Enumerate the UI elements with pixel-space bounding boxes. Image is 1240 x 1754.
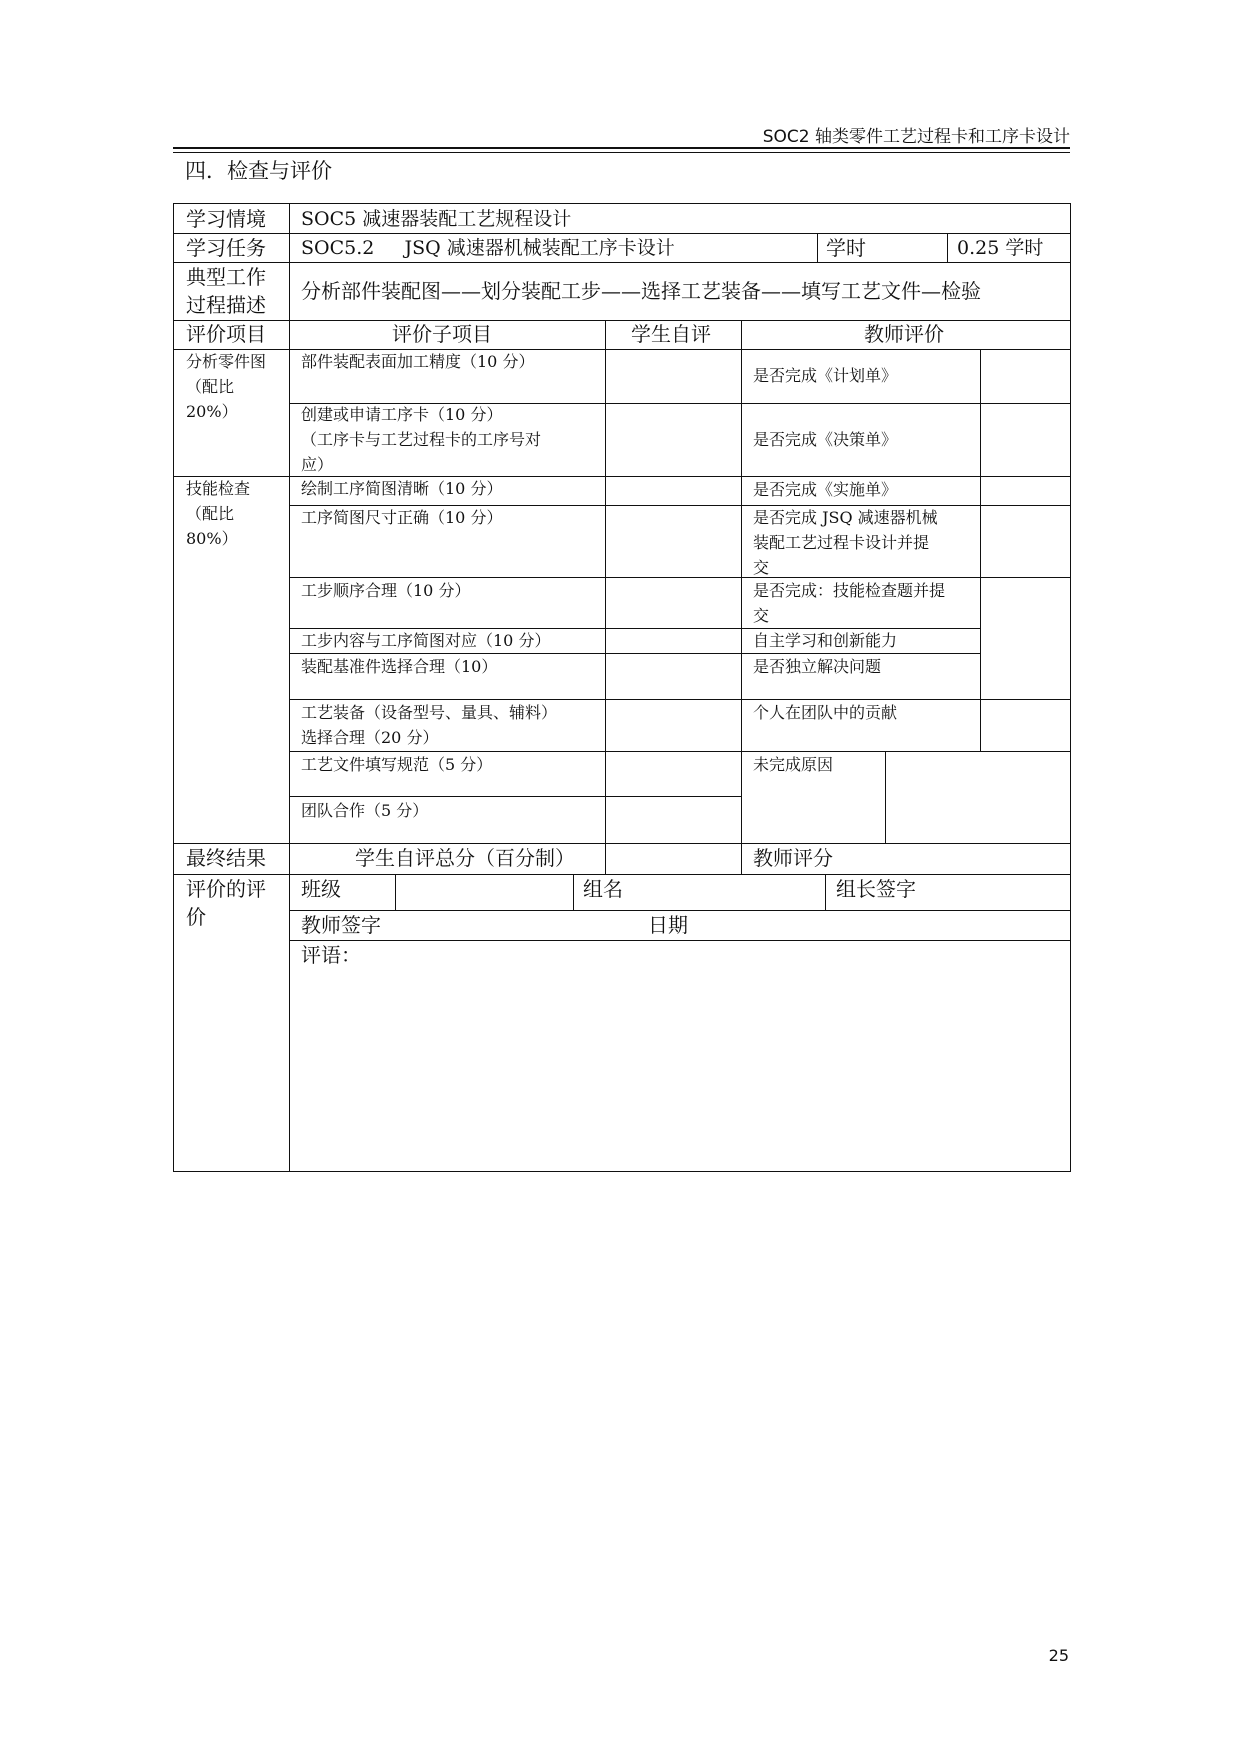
- page-number: 25: [1048, 1646, 1069, 1665]
- group2-sub2: 工序简图尺寸正确（10 分）: [301, 508, 503, 527]
- group1-sub1: 部件装配表面加工精度（10 分）: [301, 352, 535, 371]
- running-header-title: SOC2 轴类零件工艺过程卡和工序卡设计: [762, 127, 1070, 147]
- leader-sign-label: 组长签字: [836, 877, 916, 901]
- hours-value: 0.25 学时: [957, 237, 1044, 259]
- group1-label-line1: 分析零件图: [186, 352, 267, 371]
- group2-teacher6: 个人在团队中的贡献: [753, 703, 898, 722]
- group2-sub6-line2: 选择合理（20 分）: [301, 728, 439, 747]
- group2-teacher2-line1: 是否完成 JSQ 减速器机械: [753, 508, 938, 527]
- group2-teacher3-line2: 交: [753, 606, 770, 625]
- group2-sub7: 工艺文件填写规范（5 分）: [301, 755, 493, 774]
- group2-sub5: 装配基准件选择合理（10）: [301, 657, 498, 676]
- group2-sub3: 工步顺序合理（10 分）: [301, 581, 471, 600]
- group2-teacher2-line2: 装配工艺过程卡设计并提: [753, 533, 930, 552]
- final-label: 最终结果: [186, 846, 266, 870]
- group2-label-line2: （配比: [186, 504, 235, 523]
- group2-sub1: 绘制工序简图清晰（10 分）: [301, 479, 503, 498]
- evaluation-label-line1: 评价的评: [186, 877, 266, 901]
- group2-label-line3: 80%）: [186, 529, 238, 548]
- group1-sub2-line1: 创建或申请工序卡（10 分）: [301, 405, 503, 424]
- task-label: 学习任务: [186, 236, 266, 260]
- teacher-sign-label: 教师签字: [301, 913, 381, 937]
- situation-value: SOC5 减速器装配工艺规程设计: [301, 208, 572, 230]
- section-heading: 四．检查与评价: [185, 159, 332, 183]
- group1-label-line2: （配比: [186, 377, 235, 396]
- group1-teacher2: 是否完成《决策单》: [753, 430, 898, 449]
- hours-label: 学时: [826, 236, 866, 260]
- group1-sub2-line3: 应）: [301, 455, 334, 474]
- group2-teacher3-line1: 是否完成：技能检查题并提: [753, 581, 946, 600]
- group2-sub8: 团队合作（5 分）: [301, 801, 429, 820]
- group2-sub4: 工步内容与工序简图对应（10 分）: [301, 631, 551, 650]
- group2-teacher4: 自主学习和创新能力: [753, 631, 898, 650]
- group1-label-line3: 20%）: [186, 402, 238, 421]
- group2-label-line1: 技能检查: [186, 479, 251, 498]
- process-label-line1: 典型工作: [186, 265, 266, 289]
- task-value: SOC5.2 JSQ 减速器机械装配工序卡设计: [301, 237, 675, 259]
- header-student: 学生自评: [631, 322, 711, 346]
- evaluation-label-line2: 价: [186, 905, 206, 929]
- group2-teacher1: 是否完成《实施单》: [753, 480, 898, 499]
- header-item: 评价项目: [186, 322, 266, 346]
- group2-teacher2-line3: 交: [753, 558, 770, 577]
- group2-teacher5: 是否独立解决问题: [753, 657, 882, 676]
- student-total-label: 学生自评总分（百分制）: [355, 846, 575, 870]
- group2-sub6-line1: 工艺装备（设备型号、量具、辅料）: [301, 703, 558, 722]
- class-label: 班级: [301, 877, 341, 901]
- group1-sub2-line2: （工序卡与工艺过程卡的工序号对: [301, 430, 542, 449]
- comment-label: 评语：: [301, 943, 361, 967]
- group1-teacher1: 是否完成《计划单》: [753, 366, 898, 385]
- teacher-score-label: 教师评分: [753, 846, 833, 870]
- date-label: 日期: [648, 913, 688, 937]
- process-description: 分析部件装配图——划分装配工步——选择工艺装备——填写工艺文件—检验: [301, 279, 981, 303]
- process-label-line2: 过程描述: [186, 293, 266, 317]
- group2-teacher7: 未完成原因: [753, 755, 834, 774]
- group-name-label: 组名: [583, 877, 623, 901]
- header-sub-item: 评价子项目: [392, 322, 492, 346]
- header-teacher: 教师评价: [864, 322, 944, 346]
- situation-label: 学习情境: [186, 207, 266, 231]
